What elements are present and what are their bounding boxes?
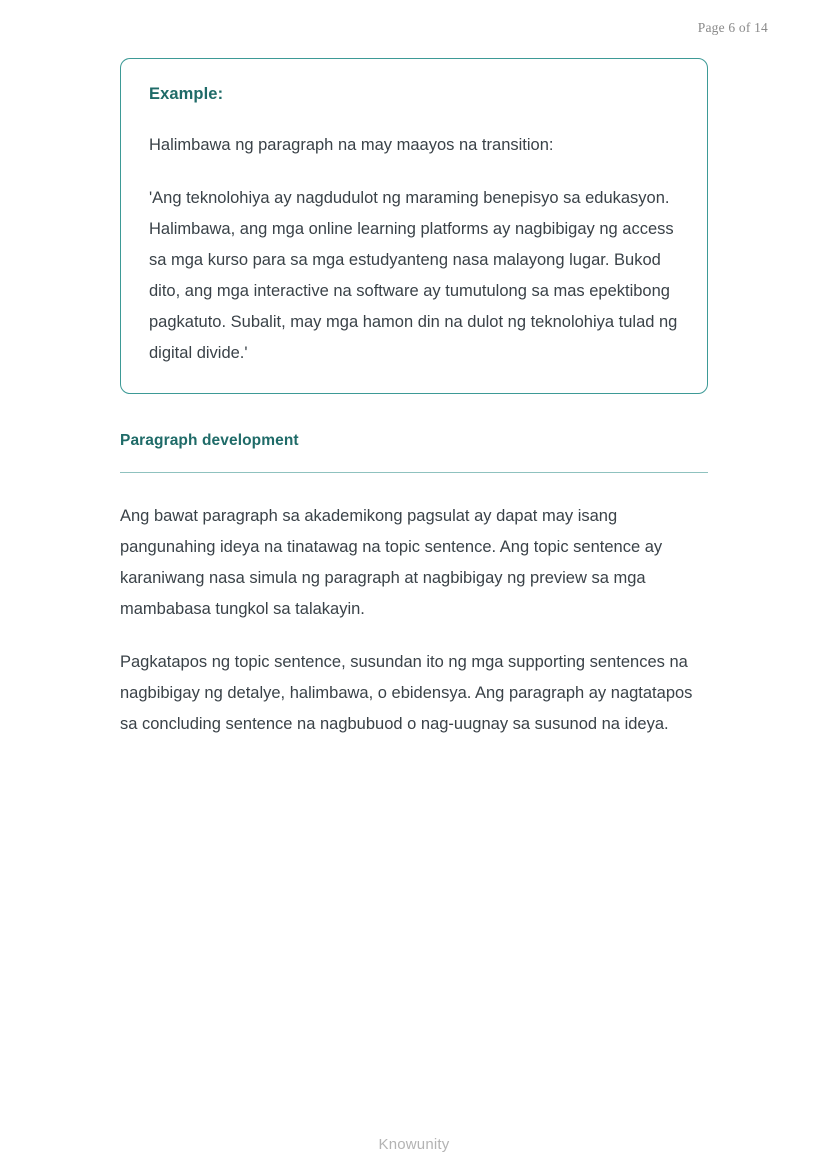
callout-intro-text: Halimbawa ng paragraph na may maayos na transition:	[149, 136, 554, 154]
page-content	[120, 58, 708, 740]
page-indicator: Page 6 of 14	[697, 20, 768, 35]
example-callout	[120, 58, 708, 394]
body-paragraph: Pagkatapos ng topic sentence, susundan ito ng mga supporting sentences na nagbibigay ng detalye, halimbawa, o ebidensya. Ang paragraph ay nagtatapos sa concluding sentence na nagbubuod o nag-uugnay sa susunod na ideya.	[120, 653, 693, 733]
section-body	[120, 501, 708, 740]
section-heading-paragraph-development: Paragraph development	[120, 432, 708, 473]
callout-quote-text: 'Ang teknolohiya ay nagdudulot ng maraming benepisyo sa edukasyon. Halimbawa, ang mga online learning platforms ay nagbibigay ng access sa mga kurso para sa mga estudyanteng nasa malayong lugar. Bukod dito, ang mga interactive na software ay tumutulong sa mas epektibong pagkatuto. Subalit, may mga hamon din na dulot ng teknolohiya tulad ng digital divide.'	[149, 189, 678, 362]
body-paragraph: Ang bawat paragraph sa akademikong pagsulat ay dapat may isang pangunahing ideya na tinatawag na topic sentence. Ang topic sentence ay karaniwang nasa simula ng paragraph at nagbibigay ng preview sa mga mambabasa tungkol sa talakayin.	[120, 507, 663, 618]
callout-title: Example:	[149, 85, 224, 103]
footer-brand: Knowunity	[378, 1136, 450, 1153]
